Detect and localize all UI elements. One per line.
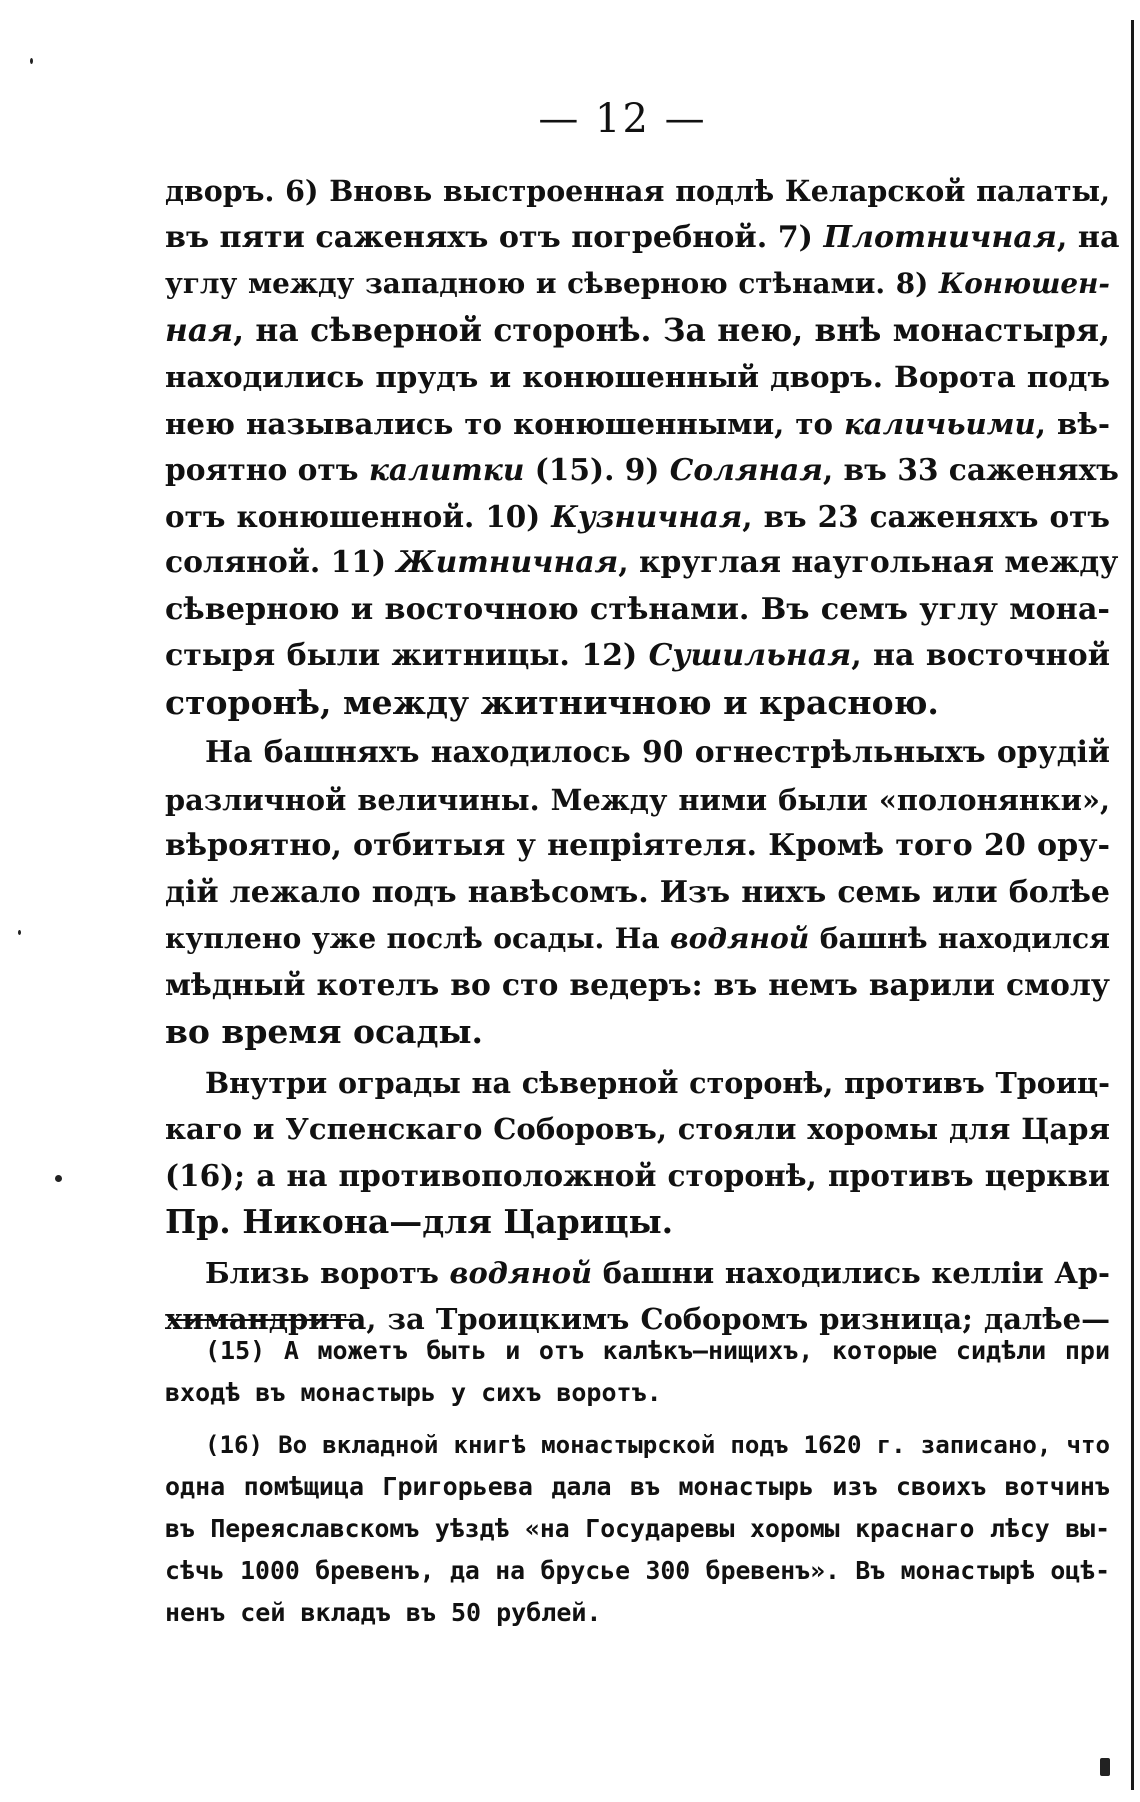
text-segment: сѣверною и восточною стѣнами. Въ семъ углу мона-: [165, 591, 1110, 627]
text-segment: вѣроятно, отбитыя у непріятеля. Кромѣ того 20 ору-: [165, 828, 1110, 863]
text-segment: во время осады.: [165, 1012, 484, 1051]
text-line: [165, 633, 1110, 680]
text-segment: каго и Успенскаго Соборовъ, стояли хоромы для Царя: [165, 1112, 1110, 1146]
italic-term: водяной: [449, 1255, 593, 1290]
text-line: [165, 587, 1110, 634]
text-line: [165, 354, 1110, 401]
footnote-line: [165, 1330, 1110, 1372]
text-segment: (16); а на противоположной сторонѣ, противъ церкви: [165, 1157, 1110, 1193]
main-text-body: [165, 168, 1120, 1343]
text-segment: роятно отъ: [165, 452, 369, 487]
text-segment: куплено уже послѣ осады. На: [165, 922, 671, 955]
paragraph-start-line: [165, 1060, 1110, 1107]
text-segment: ненъ сей вкладъ въ 50 рублей.: [165, 1598, 602, 1627]
text-line: [165, 680, 1110, 727]
text-line: [165, 308, 1110, 355]
text-line: [165, 916, 1110, 963]
text-segment: (16) Во вкладной книгѣ монастырской подъ 1620 г. записано, что: [205, 1431, 1110, 1459]
text-segment: въ пяти саженяхъ отъ погребной. 7): [165, 219, 824, 255]
italic-term: каличьими: [844, 406, 1036, 441]
footnote-line: [165, 1424, 1110, 1466]
page-number: — 12 —: [538, 96, 707, 142]
print-speck: [55, 1175, 62, 1182]
text-segment: соляной. 11): [165, 545, 397, 580]
text-segment: , на восточной: [851, 638, 1111, 673]
text-segment: Внутри ограды на сѣверной сторонѣ, противъ Троиц-: [205, 1065, 1110, 1100]
text-line: [165, 215, 1120, 262]
text-segment: одна помѣщица Григорьева дала въ монастырь изъ своихъ вотчинъ: [165, 1472, 1110, 1501]
text-segment: , въ 33 саженяхъ: [822, 452, 1119, 487]
italic-term: Сушильная: [648, 638, 852, 673]
text-line: [165, 963, 1110, 1010]
text-line: [165, 540, 1119, 587]
footnote-line: [165, 1372, 1110, 1414]
text-segment: углу между западною и сѣверною стѣнами. 8): [165, 267, 939, 300]
print-speck: [1100, 1758, 1110, 1776]
text-line: [165, 1106, 1110, 1153]
text-segment: На башняхъ находилось 90 огнестрѣльныхъ орудій: [205, 735, 1110, 770]
text-segment: нею назывались то конюшенными, то: [165, 406, 845, 441]
print-speck: [30, 58, 33, 64]
text-line: [165, 870, 1110, 917]
text-segment: , на сѣверной сторонѣ. За нею, внѣ монастыря,: [233, 312, 1110, 349]
text-line: [165, 168, 1110, 215]
text-segment: сѣчь 1000 бревенъ, да на брусье 300 бревенъ». Въ монастырѣ оцѣ-: [165, 1556, 1110, 1585]
text-line: [165, 1009, 1110, 1056]
text-segment: различной величины. Между ними были «полонянки»,: [165, 782, 1110, 817]
text-segment: химандрита, за Троицкимъ Соборомъ ризница; далѣе—: [165, 1302, 1110, 1336]
text-segment: стыря были житницы. 12): [165, 638, 649, 673]
text-segment: Близь воротъ: [205, 1255, 450, 1290]
footnote-line: [165, 1550, 1110, 1592]
text-line: [165, 777, 1110, 824]
italic-term: Житничная: [396, 545, 619, 580]
italic-term: калитки: [368, 452, 525, 487]
italic-term: водяной: [670, 922, 810, 955]
text-segment: мѣдный котелъ во сто ведеръ: въ немъ варили смолу: [165, 967, 1110, 1003]
text-segment: , на: [1056, 219, 1120, 255]
text-segment: (15) А можетъ быть и отъ калѣкъ—нищихъ, которые сидѣли при: [205, 1336, 1110, 1365]
footnote-line: [165, 1592, 1110, 1634]
text-segment: (15). 9): [524, 452, 670, 487]
text-segment: входѣ въ монастырь у сихъ воротъ.: [165, 1378, 662, 1407]
italic-term: Плотничная: [823, 219, 1057, 255]
text-segment: башни находились келліи Ар-: [592, 1255, 1110, 1290]
text-line: [165, 494, 1110, 541]
text-segment: сторонѣ, между житничною и красною.: [165, 682, 939, 722]
text-segment: , круглая наугольная между: [618, 545, 1119, 580]
text-line: [165, 261, 1110, 308]
print-speck: [18, 930, 21, 935]
paragraph-start-line: [165, 730, 1110, 777]
paragraph-start-line: [165, 1250, 1110, 1297]
italic-term: ная: [165, 312, 234, 349]
text-segment: , въ 23 саженяхъ отъ: [742, 498, 1110, 534]
text-segment: въ Переяславскомъ уѣздѣ «на Государевы хоромы краснаго лѣсу вы-: [165, 1514, 1110, 1543]
footnote-divider: [168, 1319, 358, 1321]
italic-term: Соляная: [669, 452, 823, 487]
page-edge-line: [1131, 20, 1134, 1790]
footnote-line: [165, 1508, 1110, 1550]
text-segment: отъ конюшенной. 10): [165, 498, 552, 534]
text-line: [165, 1153, 1110, 1200]
text-segment: дворъ. 6) Вновь выстроенная подлѣ Келарской палаты,: [165, 174, 1110, 208]
text-line: [165, 1199, 1110, 1246]
text-line: [165, 401, 1110, 448]
text-line: [165, 447, 1119, 494]
text-segment: дій лежало подъ навѣсомъ. Изъ нихъ семь или болѣе: [165, 874, 1110, 910]
footnote-line: [165, 1466, 1110, 1508]
text-line: [165, 823, 1110, 870]
text-segment: находились прудъ и конюшенный дворъ. Ворота подъ: [165, 359, 1110, 394]
text-segment: башнѣ находился: [809, 922, 1110, 955]
italic-term: Конюшен-: [938, 267, 1110, 300]
text-segment: Пр. Никона—для Царицы.: [165, 1202, 674, 1241]
footnotes: [165, 1330, 1110, 1634]
text-segment: , вѣ-: [1035, 406, 1110, 441]
italic-term: Кузничная: [551, 498, 743, 534]
